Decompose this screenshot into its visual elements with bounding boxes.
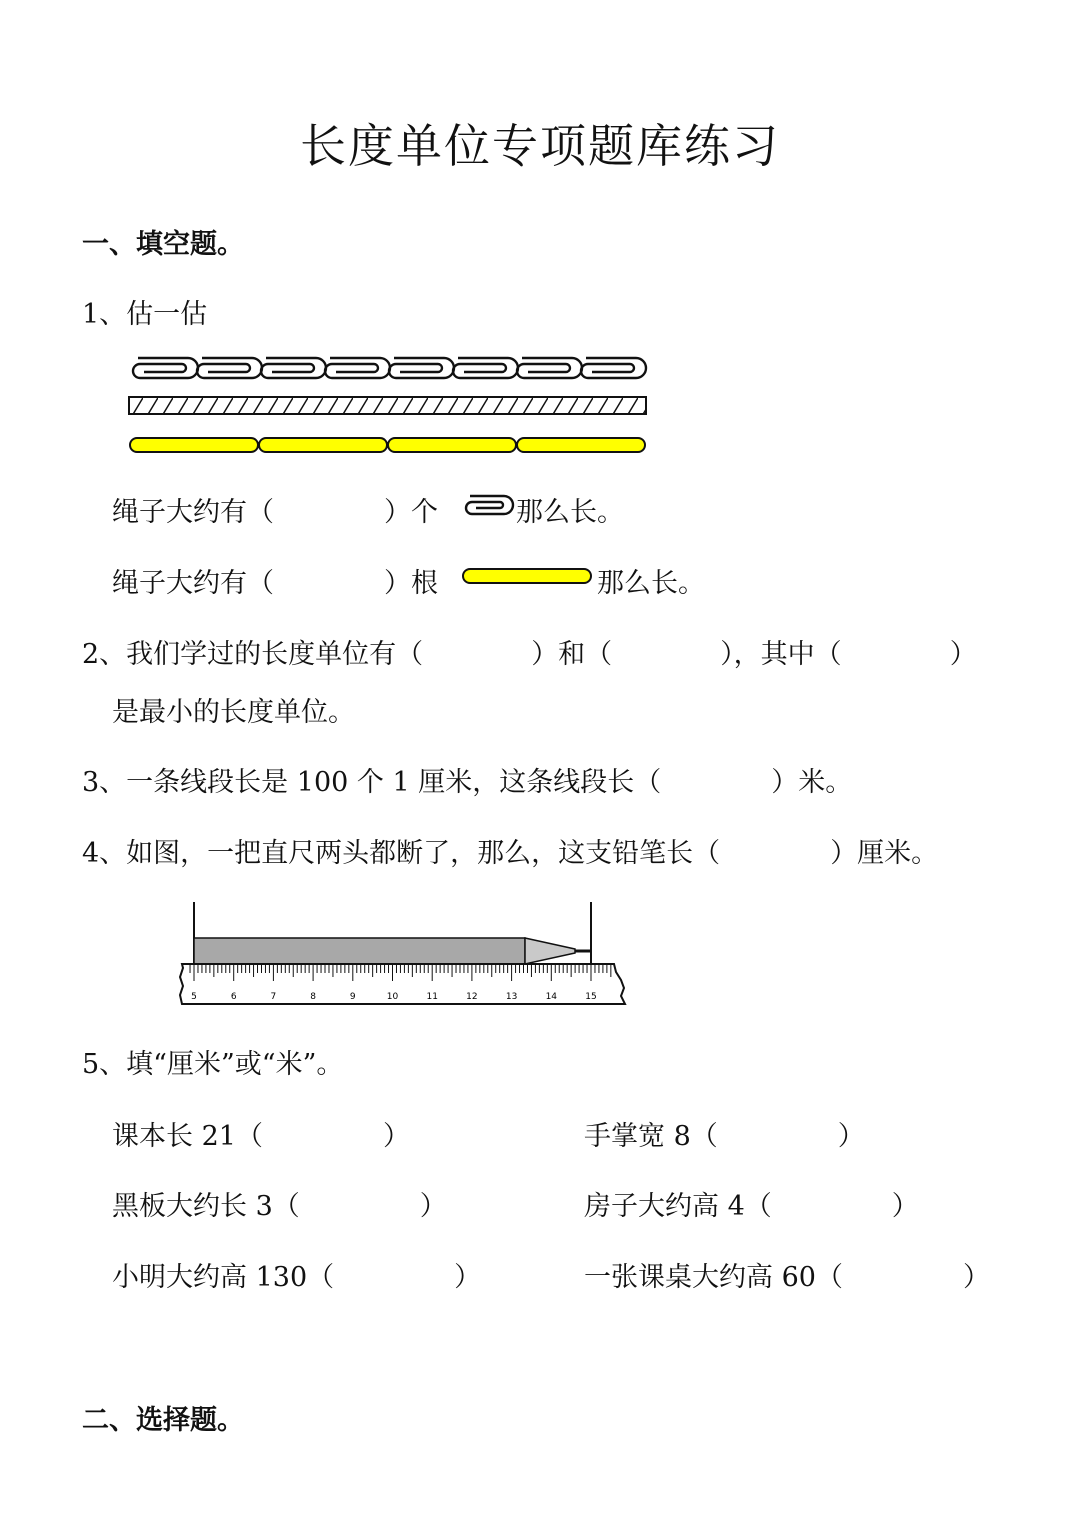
q5-item-6-close: ） <box>962 1262 990 1293</box>
q3-before: 3、一条线段长是 100 个 1 厘米，这条线段长（ <box>82 767 662 798</box>
ruler-tick-label: 5 <box>191 992 197 1002</box>
q5-item-3-close: ） <box>419 1191 447 1222</box>
q1-line2-end: 那么长。 <box>597 568 705 599</box>
q1-line1-before: 绳子大约有（ <box>112 497 274 528</box>
ruler-tick-label: 9 <box>349 992 356 1002</box>
paperclip-chain-figure <box>128 354 653 384</box>
q5-item-5 <box>112 1255 481 1294</box>
q2-line2: 是最小的长度单位。 <box>112 697 355 728</box>
q5-item-2-text: 手掌宽 8（ <box>584 1121 718 1152</box>
q5-item-3 <box>112 1184 447 1223</box>
q5-prompt: 5、填“厘米”或“米”。 <box>82 1049 344 1080</box>
pencil-tip <box>525 938 575 964</box>
page-title: 长度单位专项题库练习 <box>300 119 780 173</box>
q5-item-3-text: 黑板大约长 3（ <box>112 1191 300 1222</box>
q3-after: ）米。 <box>771 767 853 798</box>
ruler-tick-label: 6 <box>230 992 237 1002</box>
paperclip <box>325 358 390 378</box>
pencil-body <box>194 938 525 964</box>
q5-item-2-close: ） <box>837 1121 865 1152</box>
paperclip-icon <box>460 493 516 517</box>
paperclip <box>389 358 454 378</box>
q5-item-6 <box>584 1255 990 1294</box>
q2-line1 <box>82 632 977 671</box>
q1-line2-before: 绳子大约有（ <box>112 568 274 599</box>
q1-line2-after: ）根 <box>384 568 438 599</box>
ruler-tick-label: 10 <box>386 992 399 1002</box>
paperclip <box>517 358 582 378</box>
paperclip <box>453 358 518 378</box>
q5-item-5-close: ） <box>454 1262 482 1293</box>
q2-text-c: ），其中（ <box>720 639 842 670</box>
rope-figure <box>128 396 650 418</box>
q1-line1-after: ）个 <box>384 497 438 528</box>
paperclip <box>133 358 198 378</box>
ruler-tick-label: 12 <box>466 992 478 1002</box>
section-heading-multiple-choice: 二、选择题。 <box>82 1405 244 1436</box>
section-heading-fill-blank: 一、填空题。 <box>82 229 244 260</box>
ruler-tick-label: 15 <box>585 992 597 1002</box>
paperclip <box>197 358 262 378</box>
q1-prompt: 1、估一估 <box>82 299 208 330</box>
ruler-tick-label: 11 <box>426 992 438 1002</box>
q5-item-1-close: ） <box>382 1121 410 1152</box>
q2-text-b: ）和（ <box>531 639 613 670</box>
paperclip <box>261 358 326 378</box>
q5-item-6-text: 一张课桌大约高 60（ <box>584 1262 843 1293</box>
paperclip <box>581 358 646 378</box>
q2-text-a: 2、我们学过的长度单位有（ <box>82 639 424 670</box>
q4-after: ）厘米。 <box>830 838 939 869</box>
ruler-tick-label: 13 <box>505 992 518 1002</box>
pencil-ruler-figure <box>180 900 630 1010</box>
q4-before: 4、如图，一把直尺两头都断了，那么，这支铅笔长（ <box>82 838 721 869</box>
q4 <box>82 831 938 870</box>
q1-line1 <box>112 490 438 529</box>
broken-ruler <box>180 964 625 1004</box>
ruler-tick-label: 7 <box>270 992 277 1002</box>
yellow-stick-icon <box>461 566 595 588</box>
q5-item-1-text: 课本长 21（ <box>112 1121 263 1152</box>
q5-item-4 <box>584 1184 919 1223</box>
q2-text-d: ） <box>949 639 977 670</box>
yellow-stick-chain-figure <box>128 435 650 459</box>
q5-item-4-close: ） <box>891 1191 919 1222</box>
q5-item-4-text: 房子大约高 4（ <box>584 1191 772 1222</box>
q5-item-5-text: 小明大约高 130（ <box>112 1262 335 1293</box>
q5-item-1 <box>112 1114 410 1153</box>
q1-line2 <box>112 561 438 600</box>
ruler-tick-label: 8 <box>310 992 316 1002</box>
q5-item-2 <box>584 1114 865 1153</box>
q1-line1-end: 那么长。 <box>516 497 624 528</box>
q3 <box>82 760 852 799</box>
ruler-tick-label: 14 <box>545 992 558 1002</box>
